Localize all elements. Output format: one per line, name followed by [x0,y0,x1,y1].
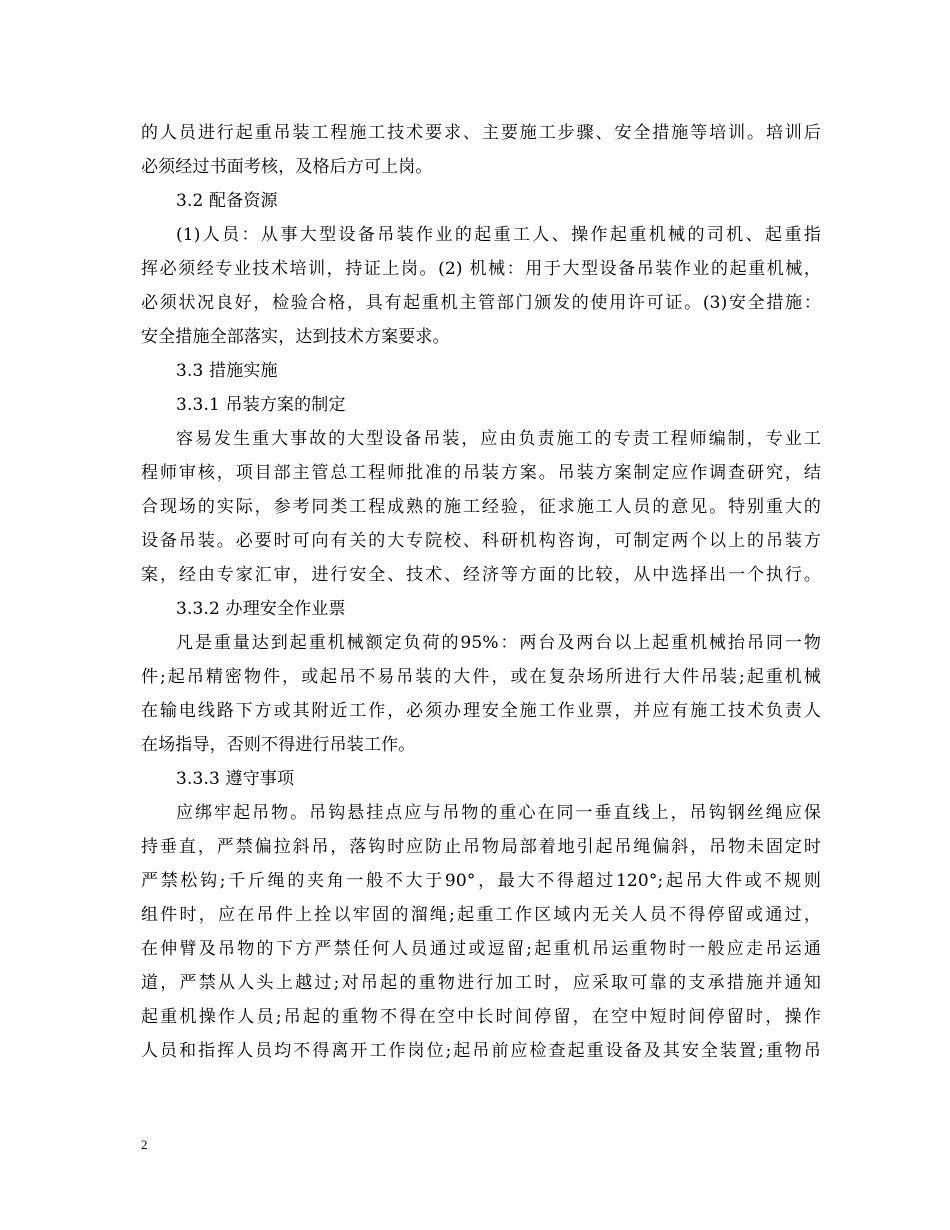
page-number: 2 [141,1137,148,1152]
paragraph-line: 挥必须经专业技术培训，持证上岗。(2) 机械：用于大型设备吊装作业的起重机械， [141,259,821,279]
paragraph-line: 合现场的实际，参考同类工程成熟的施工经验，征求施工人员的意见。特别重大的 [141,497,821,517]
section-heading: 3.3.2 办理安全作业票 [176,599,346,619]
paragraph-line: 应绑牢起吊物。吊钩悬挂点应与吊物的重心在同一垂直线上，吊钩钢丝绳应保 [176,803,821,823]
paragraph-line: 在场指导，否则不得进行吊装工作。 [141,735,416,755]
paragraph-line: 道，严禁从人头上越过;对吊起的重物进行加工时，应采取可靠的支承措施并通知 [141,973,821,993]
paragraph-line: 设备吊装。必要时可向有关的大专院校、科研机构咨询，可制定两个以上的吊装方 [141,531,821,551]
paragraph-line: 严禁松钩;千斤绳的夹角一般不大于90°，最大不得超过120°;起吊大件或不规则 [141,871,821,891]
section-heading: 3.3.3 遵守事项 [176,769,295,789]
paragraph-line: 人员和指挥人员均不得离开工作岗位;起吊前应检查起重设备及其安全装置;重物吊 [141,1041,821,1061]
body-text [141,116,821,1068]
paragraph-line: (1)人员：从事大型设备吊装作业的起重工人、操作起重机械的司机、起重指 [176,225,821,245]
paragraph-line: 的人员进行起重吊装工程施工技术要求、主要施工步骤、安全措施等培训。培训后 [141,123,821,143]
section-heading: 3.2 配备资源 [176,191,278,211]
paragraph-line: 容易发生重大事故的大型设备吊装，应由负责施工的专责工程师编制，专业工 [176,429,821,449]
paragraph-line: 件;起吊精密物件，或起吊不易吊装的大件，或在复杂场所进行大件吊装;起重机械 [141,667,821,687]
paragraph-line: 必须经过书面考核，及格后方可上岗。 [141,157,433,177]
paragraph-line: 凡是重量达到起重机械额定负荷的95%：两台及两台以上起重机械抬吊同一物 [176,633,821,653]
section-heading: 3.3.1 吊装方案的制定 [176,395,346,415]
section-heading: 3.3 措施实施 [176,361,278,381]
paragraph-line: 程师审核，项目部主管总工程师批准的吊装方案。吊装方案制定应作调查研究，结 [141,463,821,483]
paragraph-line: 起重机操作人员;吊起的重物不得在空中长时间停留，在空中短时间停留时，操作 [141,1007,821,1027]
paragraph-line: 必须状况良好，检验合格，具有起重机主管部门颁发的使用许可证。(3)安全措施： [141,293,821,313]
paragraph-line: 持垂直，严禁偏拉斜吊，落钩时应防止吊物局部着地引起吊绳偏斜，吊物未固定时 [141,837,821,857]
paragraph-line: 安全措施全部落实，达到技术方案要求。 [141,327,450,347]
paragraph-line: 在输电线路下方或其附近工作，必须办理安全施工作业票，并应有施工技术负责人 [141,701,821,721]
paragraph-line: 组件时，应在吊件上拴以牢固的溜绳;起重工作区域内无关人员不得停留或通过， [141,905,821,925]
paragraph-line: 案，经由专家汇审，进行安全、技术、经济等方面的比较，从中选择出一个执行。 [141,565,821,585]
paragraph-line: 在伸臂及吊物的下方严禁任何人员通过或逗留;起重机吊运重物时一般应走吊运通 [141,939,821,959]
